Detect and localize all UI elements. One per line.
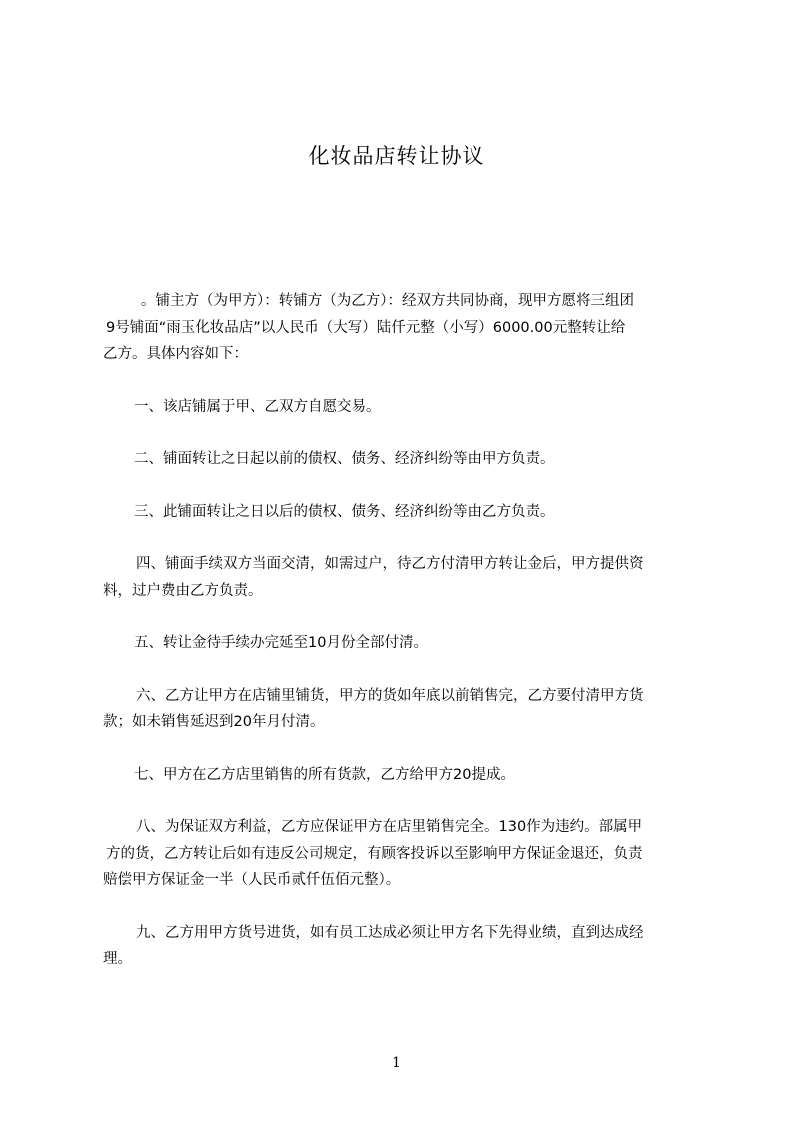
paragraph-line: 9号铺面“雨玉化妆品店”以人民币（大写）陆仟元整（小写）6000.00元整转让给 <box>106 319 626 336</box>
paragraph-line: 二、铺面转让之日起以前的债权、债务、经济纠纷等由甲方负责。 <box>134 451 555 467</box>
paragraph-line: 八、为保证双方利益，乙方应保证甲方在店里销售完全。130作为违约。部属甲 <box>136 819 643 835</box>
clause-6 <box>103 683 703 736</box>
paragraph-line: 乙方。具体内容如下： <box>103 346 248 362</box>
page-number: 1 <box>392 1055 401 1071</box>
clause-7 <box>103 762 703 789</box>
paragraph-line: 料，过户费由乙方负责。 <box>103 582 263 599</box>
paragraph-line: 理。 <box>103 951 132 967</box>
intro-paragraph <box>103 288 703 368</box>
clause-4 <box>103 551 703 604</box>
document-title: 化妆品店转让协议 <box>308 144 485 168</box>
clause-8 <box>103 814 703 894</box>
clause-2 <box>103 446 703 473</box>
paragraph-line: 六、乙方让甲方在店铺里铺货，甲方的货如年底以前销售完，乙方要付清甲方货 <box>136 687 644 704</box>
paragraph-line: 款；如未销售延迟到20年月付清。 <box>103 714 325 730</box>
paragraph-line: 九、乙方用甲方货号进货，如有员工达成必须让甲方名下先得业绩，直到达成经 <box>136 924 644 941</box>
paragraph-line: 四、铺面手续双方当面交清，如需过户，待乙方付清甲方转让金后，甲方提供资 <box>136 556 644 572</box>
paragraph-line: 五、转让金待手续办完延至10月份全部付清。 <box>134 635 428 651</box>
paragraph-line: 三、此铺面转让之日以后的债权、债务、经济纠纷等由乙方负责。 <box>134 503 555 520</box>
clause-1 <box>103 394 703 421</box>
clause-3 <box>103 499 703 526</box>
clause-9 <box>103 920 703 973</box>
clause-5 <box>103 630 703 657</box>
paragraph-line: 一、该店铺属于甲、乙双方自愿交易。 <box>134 398 381 415</box>
paragraph-line: 七、甲方在乙方店里销售的所有货款，乙方给甲方20提成。 <box>134 766 515 783</box>
paragraph-line: 。铺主方（为甲方）：转铺方（为乙方）：经双方共同协商，现甲方愿将三组团 <box>141 293 634 309</box>
document-body <box>103 288 703 999</box>
paragraph-line: 赔偿甲方保证金一半（人民币贰仟伍佰元整）。 <box>103 872 401 888</box>
paragraph-line: 方的货，乙方转让后如有违反公司规定，有顾客投诉以至影响甲方保证金退还，负责 <box>106 845 643 862</box>
